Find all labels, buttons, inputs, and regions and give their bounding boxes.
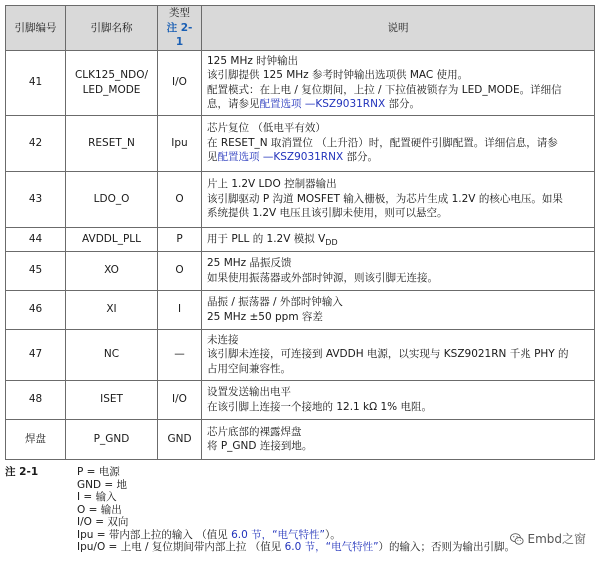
pin-number: 47 [6,329,66,380]
pin-name-line: AVDDL_PLL [82,232,141,245]
description-line [207,150,589,165]
header-pin-number: 引脚编号 [6,6,66,51]
pin-name-line: CLK125_NDO/ [74,69,149,81]
pin-name-line: RESET_N [88,136,135,149]
text-segment: 未连接 [207,333,239,346]
text-segment: 系统提供 1.2V 电压且该引脚未使用，则可以悬空。 [207,207,448,220]
pin-name [66,419,158,459]
text-segment: 片上 1.2V LDO 控制器输出 [207,178,337,191]
pin-name-line: P_GND [93,432,130,445]
pin-description [202,419,595,459]
text-segment: 如果使用振荡器或外部时钟源，则该引脚无连接。 [207,271,438,284]
text-segment: 25 MHz 晶振反馈 [207,257,292,269]
text-segment: 配置模式：在上电 / 复位期间，上拉 / 下拉值被锁存为 LED_MODE。详细信 [207,83,562,96]
pin-number: 43 [6,171,66,227]
note-item [77,516,585,529]
note-item [77,466,585,479]
pin-description [202,227,595,251]
description-line [207,177,589,192]
header-type-label: 类型 [169,7,190,19]
description-line [207,425,589,440]
pin-description [202,115,595,171]
text-segment: DD [325,237,338,247]
pin-row [6,115,595,171]
header-description: 说明 [202,6,595,51]
cross-reference-link[interactable]: 6.0 节，“电气特性” [284,541,379,553]
description-line [207,68,589,83]
pin-type: I/O [158,380,202,419]
note-item [77,504,585,517]
pin-number: 45 [6,251,66,290]
pin-description [202,329,595,380]
pin-name [66,329,158,380]
description-line [207,136,589,151]
pin-row [6,171,595,227]
header-type [158,6,202,51]
text-segment: 该引脚未连接，可连接到 AVDDH 电源，以实现与 KSZ9021RN 千兆 PHY 的 [207,348,569,361]
text-segment: 部分。 [385,98,420,110]
description-line [207,206,589,221]
text-segment: 晶振 / 振荡器 / 外部时钟输入 [207,296,343,308]
description-line [207,362,589,377]
text-segment: 25 MHz ±50 ppm 容差 [207,310,323,323]
text-segment: 在 RESET_N 取消置位 （上升沿）时，配置硬件引脚配置。详细信息，请参 [207,136,558,149]
text-segment: 部分。 [343,151,378,164]
table-header-row [6,6,595,51]
text-segment: 该引脚驱动 P 沟道 MOSFET 输入栅极，为芯片生成 1.2V 的核心电压。如果 [207,192,563,205]
description-line [207,333,589,348]
text-segment: P = 电源 [77,466,120,478]
pin-number: 焊盘 [6,419,66,459]
pin-type: O [158,171,202,227]
text-segment: ）。 [325,528,341,541]
text-segment: 见 [207,151,218,164]
text-segment: 用于 PLL 的 1.2V 模拟 V [207,232,326,245]
pin-type: GND [158,419,202,459]
note-item [77,529,585,542]
note-item [77,491,585,504]
pin-type: I/O [158,50,202,115]
cross-reference-link[interactable]: 配置选项 —KSZ9031RNX [217,151,344,164]
pin-name-line: NC [103,348,120,361]
description-line [207,439,589,454]
text-segment: I/O = 双向 [77,516,129,528]
text-segment: 将 P_GND 连接到地。 [207,440,313,452]
pin-number: 44 [6,227,66,251]
pin-number: 42 [6,115,66,171]
text-segment: 在该引脚上连接一个接地的 12.1 kΩ 1% 电阻。 [207,400,432,413]
pin-type: Ipu [158,115,202,171]
pin-row [6,419,595,459]
note-item [77,479,585,492]
watermark-text: Embd之窗 [527,532,586,546]
text-segment: 设置发送输出电平 [207,386,291,398]
description-line [207,232,589,247]
type-notes [5,466,585,554]
pin-name [66,50,158,115]
pin-rows [6,50,595,459]
text-segment: 125 MHz 时钟输出 [207,54,299,67]
pin-name-line: XO [104,264,119,277]
description-line [207,121,589,136]
text-segment: 占用空间兼容性。 [207,362,291,375]
pin-type: — [158,329,202,380]
text-segment: 芯片底部的裸露焊盘 [207,425,302,438]
pin-name [66,171,158,227]
pin-number: 41 [6,50,66,115]
text-segment: Ipu = 带内部上拉的输入 （值见 [77,528,232,541]
text-segment: Ipu/O = 上电 / 复位期间带内部上拉 （值见 [77,541,285,553]
description-line [207,400,589,415]
pin-description-table [5,5,595,460]
description-line [207,256,589,271]
pin-type: O [158,251,202,290]
notes-list [5,466,585,554]
text-segment: 该引脚提供 125 MHz 参考时钟输出选项供 MAC 使用。 [207,69,469,81]
text-segment: 芯片复位 （低电平有效） [207,122,326,135]
pin-row [6,251,595,290]
text-segment: I = 输入 [77,491,117,503]
cross-reference-link[interactable]: 配置选项 —KSZ9031RNX [259,98,386,110]
wechat-icon [510,532,524,546]
pin-name-line: XI [106,303,117,316]
note-item [77,541,585,554]
pin-row [6,290,595,329]
pin-description [202,171,595,227]
pin-name-line: LED_MODE [82,83,141,96]
pin-row [6,380,595,419]
pin-name [66,251,158,290]
pin-row [6,50,595,115]
notes-label: 注 2-1 [5,466,39,478]
text-segment: 息，请参见 [207,98,260,110]
description-line [207,97,589,112]
description-line [207,385,589,400]
description-line [207,347,589,362]
pin-row [6,227,595,251]
pin-name-line: LDO_O [93,192,130,205]
header-type-note-ref: 注 2-1 [166,21,193,48]
pin-name [66,290,158,329]
pin-number: 46 [6,290,66,329]
pin-description [202,380,595,419]
text-segment: ）的输入；否则为输出引脚。 [378,541,516,553]
pin-name-line: ISET [100,393,123,406]
text-segment: GND = 地 [77,478,128,491]
pin-description [202,251,595,290]
pin-type: P [158,227,202,251]
description-line [207,310,589,325]
pin-row [6,329,595,380]
pin-number: 48 [6,380,66,419]
description-line [207,295,589,310]
pin-description [202,50,595,115]
header-pin-name: 引脚名称 [66,6,158,51]
description-line [207,83,589,98]
pin-type: I [158,290,202,329]
description-line [207,54,589,69]
description-line [207,271,589,286]
text-segment: O = 输出 [77,503,122,516]
pin-name [66,227,158,251]
cross-reference-link[interactable]: 6.0 节，“电气特性” [231,528,325,541]
pin-name [66,380,158,419]
description-line [207,192,589,207]
pin-name [66,115,158,171]
pin-description [202,290,595,329]
watermark [510,530,586,547]
